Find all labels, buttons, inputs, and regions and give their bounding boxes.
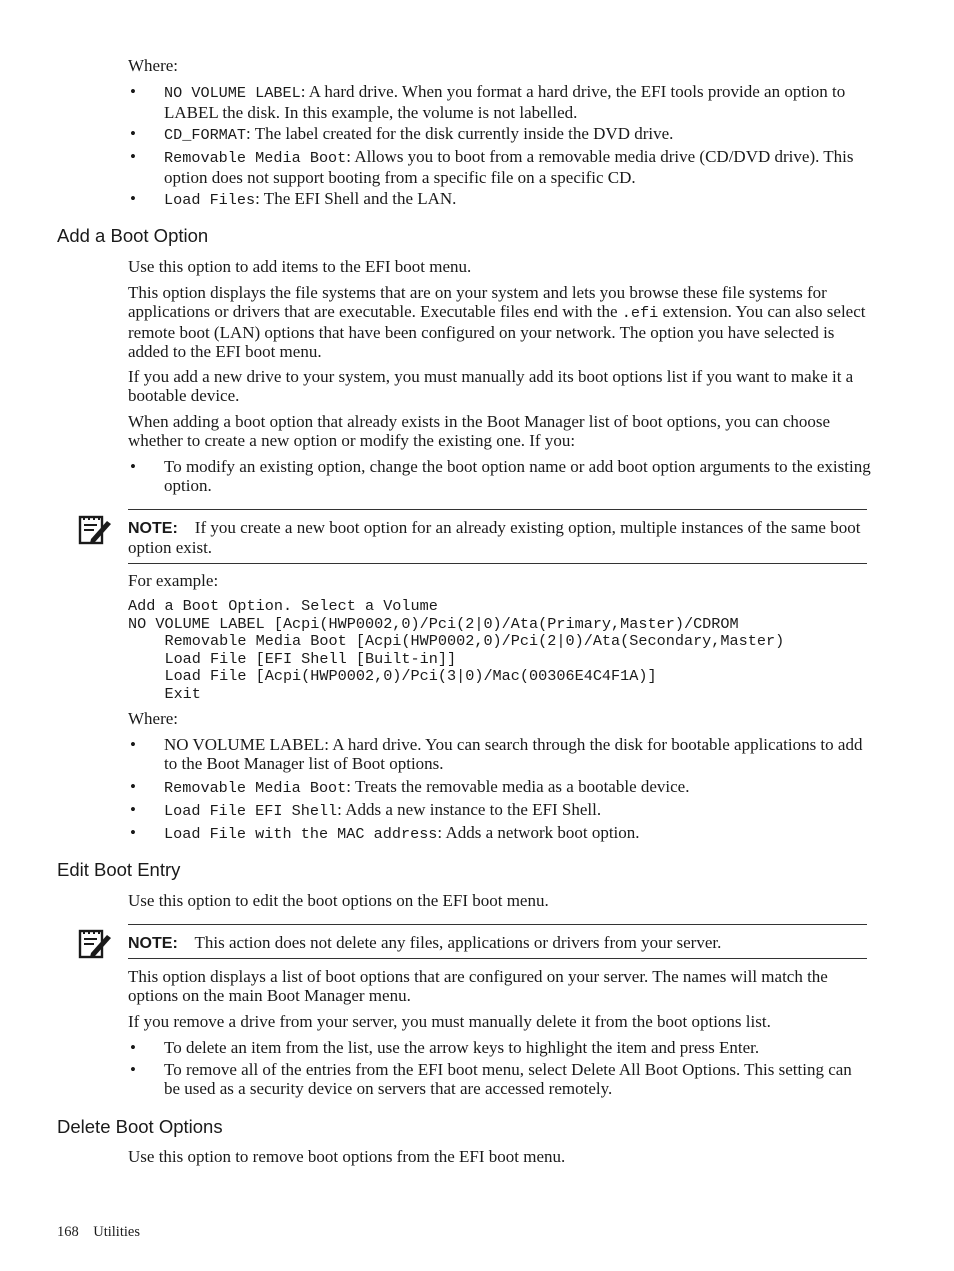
note-bottom-rule: [128, 958, 867, 959]
term-description: : Adds a new instance to the EFI Shell.: [337, 800, 602, 819]
section-heading-edit-boot-entry: Edit Boot Entry: [57, 859, 181, 880]
where-label: Where:: [128, 709, 179, 728]
code-block: Add a Boot Option. Select a Volume NO VOLUME LABEL [Acpi(HWP0002,0)/Pci(2|0)/Ata(Primary,Master)/CDROM Removable Media Boot [Acpi(HWP0002,0)/Pci(2|0)/Ata(Secondary,Master) Load File [EFI Shell [Built-in]] Load File [Acpi(HWP0002,0)/Pci(3|0)/Mac(00306E4C4F1A)] Exit: [128, 597, 785, 703]
note-top-rule: [128, 924, 867, 925]
bullet-icon: •: [130, 124, 136, 143]
where-label: Where:: [128, 56, 179, 75]
paragraph: If you add a new drive to your system, you must manually add its boot options list if you want to make it a bootable device.: [128, 367, 854, 405]
note-bottom-rule: [128, 563, 867, 564]
paragraph-text: This option displays the file systems that are on your system and lets you browse these file systems for applications or drivers that are executable. Executable files end with the: [128, 283, 827, 321]
list-item-text: To modify an existing option, change the boot option name or add boot option arguments to the existing option.: [164, 457, 871, 495]
list-item-text: [164, 777, 871, 798]
note-text: [128, 933, 870, 953]
note-top-rule: [128, 509, 867, 510]
note-body: This action does not delete any files, applications or drivers from your server.: [194, 933, 722, 952]
page-footer: [57, 1223, 140, 1242]
bullet-icon: •: [130, 735, 136, 754]
list-item-text: [164, 189, 871, 210]
term-description: : Adds a network boot option.: [437, 823, 640, 842]
section-heading-delete-boot-options: Delete Boot Options: [57, 1116, 223, 1137]
paragraph: If you remove a drive from your server, you must manually delete it from the boot options list.: [128, 1012, 771, 1031]
note-label: NOTE:: [128, 520, 178, 537]
list-item-text: [164, 82, 871, 122]
list-item-text: [164, 124, 871, 145]
term-description: : Treats the removable media as a bootable device.: [346, 777, 690, 796]
note-label: NOTE:: [128, 935, 178, 952]
footer-section: Utilities: [93, 1224, 140, 1240]
bullet-icon: •: [130, 1038, 136, 1057]
bullet-icon: •: [130, 457, 136, 476]
bullet-icon: •: [130, 1060, 136, 1079]
bullet-icon: •: [130, 147, 136, 166]
code-term: Load Files: [164, 191, 256, 209]
bullet-icon: •: [130, 777, 136, 796]
bullet-icon: •: [130, 800, 136, 819]
code-term: NO VOLUME LABEL: [164, 84, 301, 102]
list-item-text: [164, 823, 871, 844]
list-item-text: [164, 800, 871, 821]
page-number: 168: [57, 1224, 79, 1240]
bullet-icon: •: [130, 189, 136, 208]
bullet-icon: •: [130, 82, 136, 101]
note-body: If you create a new boot option for an already existing option, multiple instances of the same boot option exist.: [128, 518, 861, 557]
paragraph-text: extension. You can also select remote boot (LAN) options that have been configured on your network. The option you have selected is added to the EFI boot menu.: [128, 302, 866, 361]
paragraph: This option displays a list of boot options that are configured on your server. The names will match the options on the main Boot Manager menu.: [128, 967, 828, 1005]
note-text: [128, 518, 870, 557]
paragraph: Use this option to remove boot options from the EFI boot menu.: [128, 1147, 566, 1166]
paragraph: Use this option to edit the boot options on the EFI boot menu.: [128, 891, 549, 910]
code-term: .efi: [621, 304, 659, 322]
term-description: : Allows you to boot from a removable media drive (CD/DVD drive). This option does not support booting from a specific file on a specific CD.: [164, 147, 854, 187]
term-description: : The EFI Shell and the LAN.: [255, 189, 457, 208]
bullet-icon: •: [130, 823, 136, 842]
list-item-text: To remove all of the entries from the EFI boot menu, select Delete All Boot Options. This setting can be used as a security device on servers that are accessed remotely.: [164, 1060, 852, 1098]
term-description: : A hard drive. When you format a hard drive, the EFI tools provide an option to LABEL the disk. In this example, the volume is not labelled.: [164, 82, 846, 122]
code-term: Removable Media Boot: [164, 149, 347, 167]
paragraph: When adding a boot option that already exists in the Boot Manager list of boot options, you can choose whether to create a new option or modify the existing one. If you:: [128, 412, 831, 450]
section-heading-add-boot-option: Add a Boot Option: [57, 225, 209, 246]
list-item-text: To delete an item from the list, use the arrow keys to highlight the item and press Enter.: [164, 1038, 760, 1057]
code-term: Removable Media Boot: [164, 779, 347, 797]
list-item-text: [164, 147, 871, 187]
note-pencil-icon: [78, 513, 112, 547]
paragraph: Use this option to add items to the EFI boot menu.: [128, 257, 472, 276]
for-example-label: For example:: [128, 571, 219, 590]
code-term: Load File with the MAC address: [164, 825, 438, 843]
term-description: : The label created for the disk currently inside the DVD drive.: [246, 124, 674, 143]
list-item-text: NO VOLUME LABEL: A hard drive. You can search through the disk for bootable applications to add to the Boot Manager list of Boot options.: [164, 735, 863, 773]
note-pencil-icon: [78, 927, 112, 961]
paragraph: [128, 283, 870, 361]
code-term: Load File EFI Shell: [164, 802, 338, 820]
code-term: CD_FORMAT: [164, 126, 247, 144]
